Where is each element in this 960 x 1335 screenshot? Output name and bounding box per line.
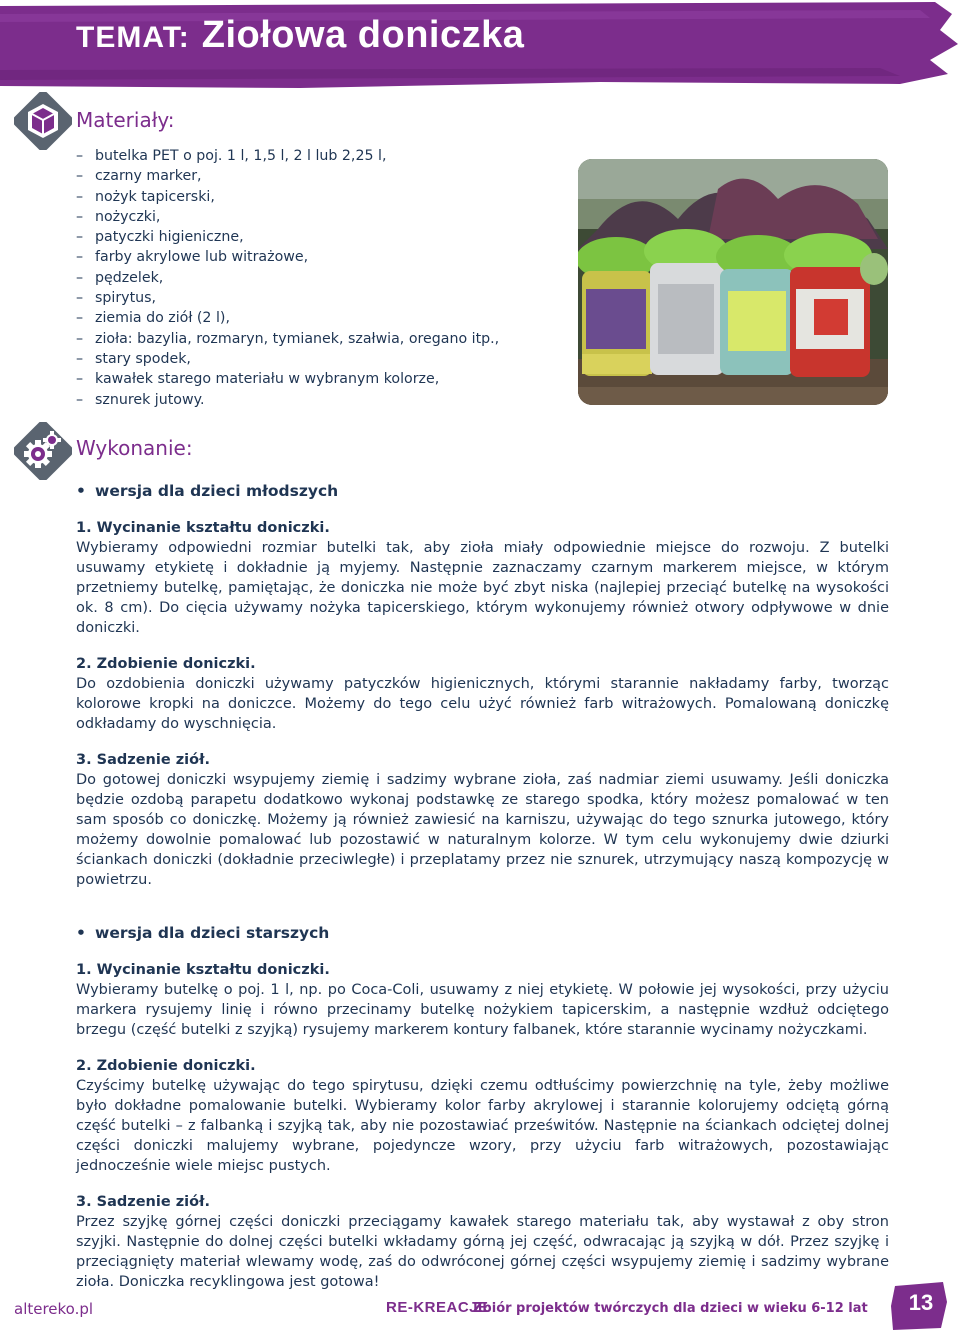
materials-list — [76, 146, 596, 410]
step-title: 3. Sadzenie ziół. — [76, 1194, 210, 1210]
title-text: Ziołowa doniczka — [201, 14, 525, 56]
list-item: – czarny marker, — [76, 168, 202, 185]
step-body: Czyścimy butelkę używając do tego spirytusu, dzięki czemu odtłuścimy powierzchnię na tyle, żeby możliwe było dokładne pomalowanie butelki. Wybieramy kolor farby akrylowej i starannie kolorujemy odciętą górną część butelki – z falbanką i szyjką tak, aby nie pozostawiać prześwitów. Następnie na ściankach odciętej dolnej części doniczki malujemy wybrane, pojedyncze wzory, przy użyciu farb witrażowych, pozostawiając jednocześnie wiele miejsc pustych. — [76, 1078, 889, 1174]
version-older-label: • wersja dla dzieci starszych — [76, 920, 889, 946]
list-item: – stary spodek, — [76, 350, 191, 367]
step-body: Do gotowej doniczki wsypujemy ziemię i sadzimy wybrane zioła, zaś nadmiar ziemi usuwamy. Jeśli doniczka będzie ozdobą parapetu dodatkowo wykonaj podstawkę ze starego spodka, który możesz pomalować w ten sam sposób co doniczkę. Możemy ją również zawiesić na karniszu, używając do tego sznurka jutowego, który możemy dowolnie pomalować lub pozostawić w naturalnym kolorze. W tym celu wykonujemy dwie dziurki ściankach doniczki (dokładnie przeciwległe) i przeplatamy przez nie sznurek, utrzymujący naszą kompozycję w powietrzu. — [76, 772, 889, 888]
execution-heading: Wykonanie: — [76, 436, 193, 460]
box-icon — [14, 92, 72, 150]
step-title: 1. Wycinanie kształtu doniczki. — [76, 520, 330, 536]
page-title — [76, 14, 524, 74]
list-item: – ziemia do ziół (2 l), — [76, 310, 230, 327]
step-body: Wybieramy butelkę o poj. 1 l, np. po Coca-Coli, usuwamy z niej etykietę. W połowie jej wysokości, przy użyciu markera rysujemy linię i równo przecinamy butelkę nożykiem tapicerskim, a następnie wzdłuż odciętego brzegu (część butelki z szyjką) rysujemy markerem kontury falbanek, które starannie wycinamy nożyczkami. — [76, 982, 889, 1038]
list-item: – butelka PET o poj. 1 l, 1,5 l, 2 l lub 2,25 l, — [76, 148, 387, 164]
step-title: 2. Zdobienie doniczki. — [76, 656, 256, 672]
step-title: 1. Wycinanie kształtu doniczki. — [76, 962, 330, 978]
list-item: – farby akrylowe lub witrażowe, — [76, 249, 309, 266]
list-item: – spirytus, — [76, 290, 157, 307]
step-title: 2. Zdobienie doniczki. — [76, 1058, 256, 1074]
step-body: Do ozdobienia doniczki używamy patyczków higienicznych, którymi starannie nakładamy farby, tworząc kolorowe kropki na doniczce. Możemy do tego celu użyć również farb witrażowych. Pomalowaną doniczkę odkładamy do wyschnięcia. — [76, 676, 889, 732]
list-item: – sznurek jutowy. — [76, 391, 205, 408]
footer-site-link[interactable]: altereko.pl — [14, 1300, 94, 1318]
list-item: – kawałek starego materiału w wybranym kolorze, — [76, 371, 440, 388]
materials-heading: Materiały: — [76, 108, 175, 132]
instructions — [76, 478, 889, 1292]
step-body: Przez szyjkę górnej części doniczki przeciągamy kawałek starego materiału tak, aby wystawał z oby stron szyjki. Następnie do dolnej części butelki wkładamy górną jej część, odwracając ją szyjką w dół. Przez szyjkę i przeciągnięty materiał wlewamy wodę, zaś do odwróconej górnej części wsypujemy ziemię i sadzimy wybrane zioła. Doniczka recyklingowa jest gotowa! — [76, 1214, 889, 1290]
list-item: – pędzelek, — [76, 269, 164, 286]
step-title: 3. Sadzenie ziół. — [76, 752, 210, 768]
list-item: – nożyczki, — [76, 208, 161, 225]
footer-brand: RE-KREACJE — [386, 1299, 489, 1316]
title-prefix: TEMAT: — [76, 21, 190, 54]
list-item: – zioła: bazylia, rozmaryn, tymianek, szałwia, oregano itp., — [76, 330, 500, 347]
step-body: Wybieramy odpowiedni rozmiar butelki tak, aby zioła miały odpowiednie miejsce do rozwoju. Z butelki usuwamy etykietę i dokładnie ją myjemy. Następnie zaznaczamy czarnym markerem miejsce, w którym przetniemy butelkę, pamiętając, że doniczka nie może być zbyt niska (najlepiej przeciąć butelkę na wysokości ok. 8 cm). Do cięcia używamy nożyka tapicerskiego, którym wykonujemy również otwory odpływowe w dnie doniczki. — [76, 540, 889, 636]
list-item: – patyczki higieniczne, — [76, 229, 244, 246]
version-younger-label: • wersja dla dzieci młodszych — [76, 478, 889, 504]
page-number: 13 — [908, 1290, 934, 1315]
herb-pots-photo — [578, 159, 888, 405]
list-item: – nożyk tapicerski, — [76, 188, 215, 205]
footer-description: Zbiór projektów twórczych dla dzieci w wieku 6-12 lat — [473, 1301, 868, 1316]
gears-icon — [14, 422, 72, 480]
